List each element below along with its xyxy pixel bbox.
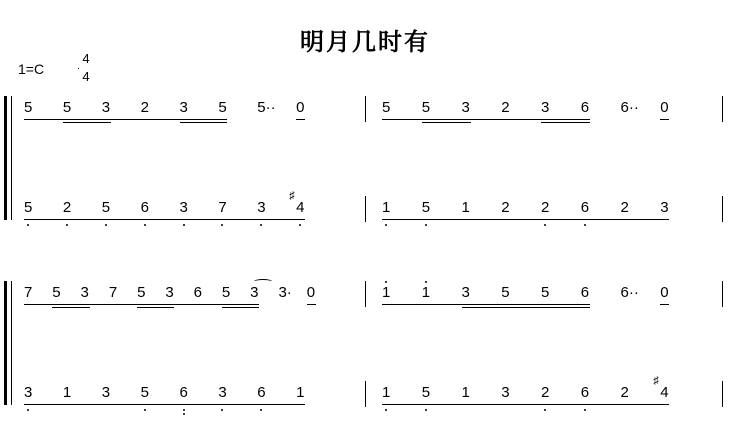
note: 3 <box>501 384 510 401</box>
note: 6·· <box>620 99 639 116</box>
note: 5 <box>218 99 227 116</box>
low-octave-dot <box>584 409 586 411</box>
low-octave-dot <box>66 224 68 226</box>
measure-barline <box>722 96 723 122</box>
measure-barline <box>722 196 723 222</box>
low-octave-dot <box>425 409 427 411</box>
note: 3 <box>461 284 470 301</box>
note: 5 <box>140 384 149 401</box>
underline-2 <box>462 122 471 123</box>
note: 7 <box>218 199 227 216</box>
low-octave-dot <box>105 224 107 226</box>
underline-1 <box>581 304 590 305</box>
note: 6 <box>140 199 149 216</box>
note: 2 <box>140 99 149 116</box>
note: 0 <box>306 284 316 301</box>
note: 5 <box>421 199 431 216</box>
low-octave-dot <box>260 224 262 226</box>
note: 3 <box>179 199 188 216</box>
high-octave-dot <box>425 281 427 283</box>
note: 2 <box>541 384 550 401</box>
note: 3 <box>257 199 266 216</box>
note: 2 <box>620 384 629 401</box>
note: 4 <box>660 384 669 401</box>
note: 3 <box>660 199 669 216</box>
underline-1 <box>250 304 259 305</box>
note: 4 <box>296 199 305 216</box>
note: 7 <box>24 284 33 301</box>
note: 5 <box>52 284 61 301</box>
note: 2 <box>501 99 510 116</box>
note: 5·· <box>257 99 276 116</box>
low-octave-dot <box>144 224 146 226</box>
underline-2 <box>165 307 174 308</box>
note: 1 <box>461 199 470 216</box>
note: 5 <box>382 99 391 116</box>
low-octave-dot <box>385 224 387 226</box>
note: 5 <box>421 99 431 116</box>
note: 1 <box>296 384 305 401</box>
note: 3· <box>278 284 292 301</box>
note: 0 <box>296 99 305 116</box>
underline-2 <box>581 307 590 308</box>
note: 6 <box>179 384 188 401</box>
note: 2 <box>62 199 72 216</box>
note: 5 <box>24 199 33 216</box>
system-start-barline <box>11 281 12 405</box>
low-octave-dot <box>260 409 262 411</box>
low-octave-dot <box>221 409 223 411</box>
measure-barline <box>365 96 366 122</box>
underline-1 <box>296 119 305 120</box>
note: 1 <box>461 384 470 401</box>
note: 5 <box>137 284 146 301</box>
low-octave-dot <box>544 224 546 226</box>
low-octave-dot <box>584 224 586 226</box>
note: 6 <box>580 199 590 216</box>
low-octave-dot <box>27 224 29 226</box>
underline-2 <box>218 122 227 123</box>
low-octave-dot <box>183 413 185 415</box>
underline-1 <box>581 119 590 120</box>
key-signature: 1=C <box>18 61 45 77</box>
sharp-sign: ♯ <box>289 190 295 202</box>
underline-1 <box>660 304 669 305</box>
system-start-barline <box>11 96 12 220</box>
note: 6 <box>580 284 590 301</box>
underline-1 <box>307 304 316 305</box>
low-octave-dot <box>221 224 223 226</box>
note: 1 <box>421 284 431 301</box>
note: 3 <box>179 99 188 116</box>
note: 3 <box>101 384 111 401</box>
note: 0 <box>660 284 669 301</box>
note: 5 <box>24 99 33 116</box>
note: 5 <box>221 284 231 301</box>
time-signature <box>76 50 96 86</box>
tie-slur <box>254 279 272 284</box>
underline-1 <box>660 119 669 120</box>
low-octave-dot <box>27 409 29 411</box>
note: 6 <box>193 284 202 301</box>
score-title: 明月几时有 <box>300 28 430 56</box>
note: 1 <box>382 199 391 216</box>
note: 3 <box>461 99 470 116</box>
sharp-sign: ♯ <box>653 375 659 387</box>
underline-2 <box>81 307 90 308</box>
note: 3 <box>101 99 111 116</box>
low-octave-dot <box>183 409 185 411</box>
note: 6 <box>257 384 266 401</box>
note: 3 <box>80 284 89 301</box>
note: 1 <box>62 384 72 401</box>
underline-2 <box>581 122 590 123</box>
low-octave-dot <box>299 224 301 226</box>
note: 5 <box>541 284 550 301</box>
low-octave-dot <box>544 409 546 411</box>
high-octave-dot <box>385 281 387 283</box>
note: 3 <box>541 99 550 116</box>
system-start-thick-barline <box>4 281 7 405</box>
note: 5 <box>101 199 111 216</box>
measure-barline <box>722 381 723 407</box>
measure-barline <box>722 281 723 307</box>
measure-barline <box>365 281 366 307</box>
low-octave-dot <box>183 224 185 226</box>
low-octave-dot <box>385 409 387 411</box>
note: 6 <box>580 99 590 116</box>
note: 3 <box>250 284 259 301</box>
underline-1 <box>660 219 669 220</box>
low-octave-dot <box>144 409 146 411</box>
low-octave-dot <box>425 224 427 226</box>
note: 1 <box>382 284 391 301</box>
note: 6 <box>580 384 590 401</box>
underline-1 <box>296 219 305 220</box>
system-start-thick-barline <box>4 96 7 220</box>
note: 2 <box>501 199 510 216</box>
measure-barline <box>365 381 366 407</box>
note: 3 <box>165 284 174 301</box>
note: 3 <box>24 384 33 401</box>
time-signature-bottom: 4 <box>82 69 90 84</box>
note: 5 <box>501 284 510 301</box>
note: 5 <box>421 384 431 401</box>
note: 1 <box>382 384 391 401</box>
underline-2 <box>250 307 259 308</box>
underline-1 <box>218 119 227 120</box>
time-signature-line <box>78 68 79 69</box>
underline-1 <box>296 404 305 405</box>
note: 0 <box>660 99 669 116</box>
note: 5 <box>62 99 72 116</box>
note: 2 <box>541 199 550 216</box>
underline-2 <box>102 122 111 123</box>
note: 6·· <box>620 284 639 301</box>
time-signature-top: 4 <box>82 51 90 66</box>
note: 7 <box>108 284 118 301</box>
measure-barline <box>365 196 366 222</box>
note: 2 <box>620 199 629 216</box>
underline-1 <box>660 404 669 405</box>
note: 3 <box>218 384 227 401</box>
